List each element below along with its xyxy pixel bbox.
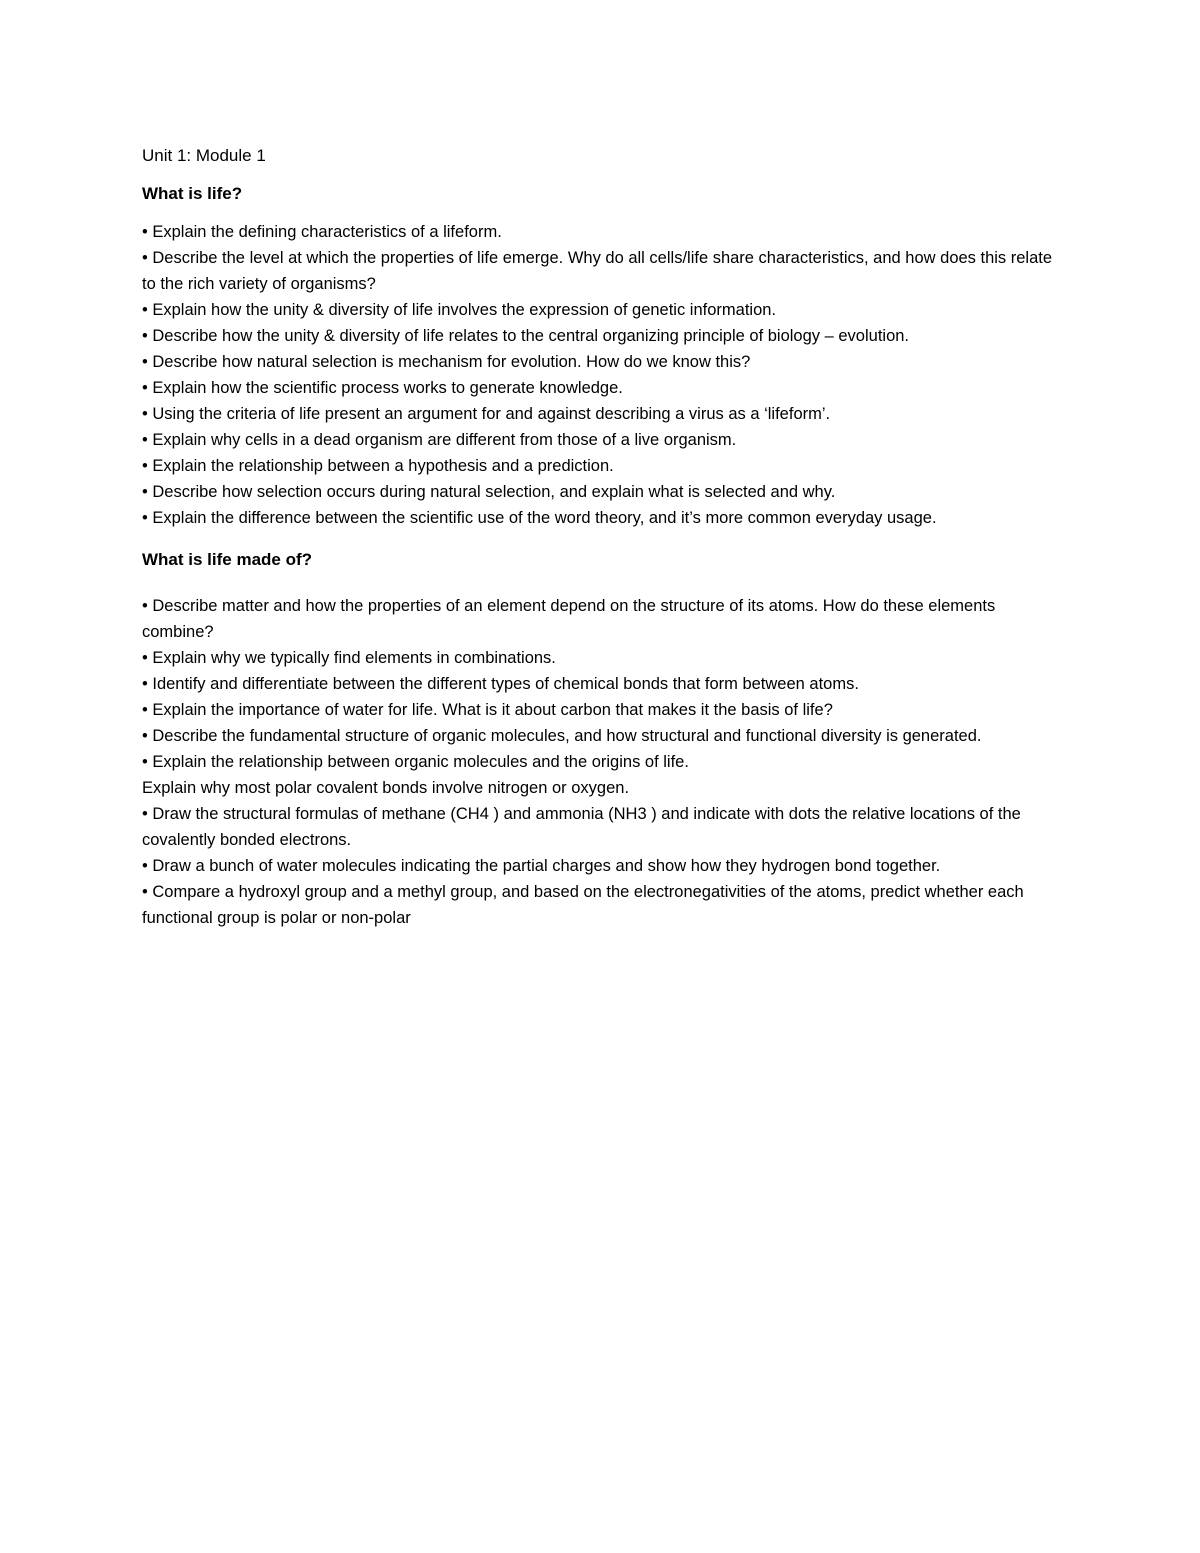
- objectives-list-what-is-life-made-of: [142, 593, 1057, 931]
- objective-item: • Describe how the unity & diversity of life relates to the central organizing principle of biology – evolution.: [142, 327, 910, 345]
- objective-item: • Draw a bunch of water molecules indicating the partial charges and show how they hydrogen bond together.: [142, 857, 941, 875]
- objective-item: • Describe how selection occurs during natural selection, and explain what is selected and why.: [142, 483, 836, 501]
- section-heading-what-is-life: What is life?: [142, 184, 243, 203]
- module-title: Unit 1: Module 1: [142, 146, 266, 165]
- objective-item: • Explain the difference between the scientific use of the word theory, and it’s more common everyday usage.: [142, 509, 937, 527]
- objective-item: • Explain the defining characteristics of a lifeform.: [142, 223, 502, 241]
- objective-item: • Draw the structural formulas of methane (CH4 ) and ammonia (NH3 ) and indicate with dots the relative locations of the covalently bonded electrons.: [142, 805, 1021, 849]
- objective-item: • Explain the importance of water for life. What is it about carbon that makes it the basis of life?: [142, 701, 833, 719]
- objective-item: • Describe the level at which the properties of life emerge. Why do all cells/life share characteristics, and how does this relate to the rich variety of organisms?: [142, 249, 1053, 293]
- objective-item: • Explain the relationship between organic molecules and the origins of life.: [142, 753, 689, 771]
- document-content: [142, 143, 1057, 931]
- objectives-list-what-is-life: [142, 219, 1057, 531]
- objective-item: • Describe matter and how the properties of an element depend on the structure of its atoms. How do these elements combine?: [142, 597, 996, 641]
- objective-item: • Using the criteria of life present an argument for and against describing a virus as a ‘lifeform’.: [142, 405, 831, 423]
- objective-item: • Identify and differentiate between the different types of chemical bonds that form between atoms.: [142, 675, 859, 693]
- objective-item: • Explain why we typically find elements in combinations.: [142, 649, 556, 667]
- objective-item: • Explain how the scientific process works to generate knowledge.: [142, 379, 623, 397]
- objective-item: • Describe the fundamental structure of organic molecules, and how structural and functional diversity is generated.: [142, 727, 982, 745]
- objective-item: • Compare a hydroxyl group and a methyl group, and based on the electronegativities of the atoms, predict whether each functional group is polar or non-polar: [142, 883, 1024, 927]
- section-heading-what-is-life-made-of: What is life made of?: [142, 550, 313, 569]
- objective-item: • Explain the relationship between a hypothesis and a prediction.: [142, 457, 614, 475]
- objective-item: • Explain how the unity & diversity of life involves the expression of genetic information.: [142, 301, 777, 319]
- objective-item: • Describe how natural selection is mechanism for evolution. How do we know this?: [142, 353, 751, 371]
- objective-item: Explain why most polar covalent bonds involve nitrogen or oxygen.: [142, 779, 630, 797]
- objective-item: • Explain why cells in a dead organism are different from those of a live organism.: [142, 431, 737, 449]
